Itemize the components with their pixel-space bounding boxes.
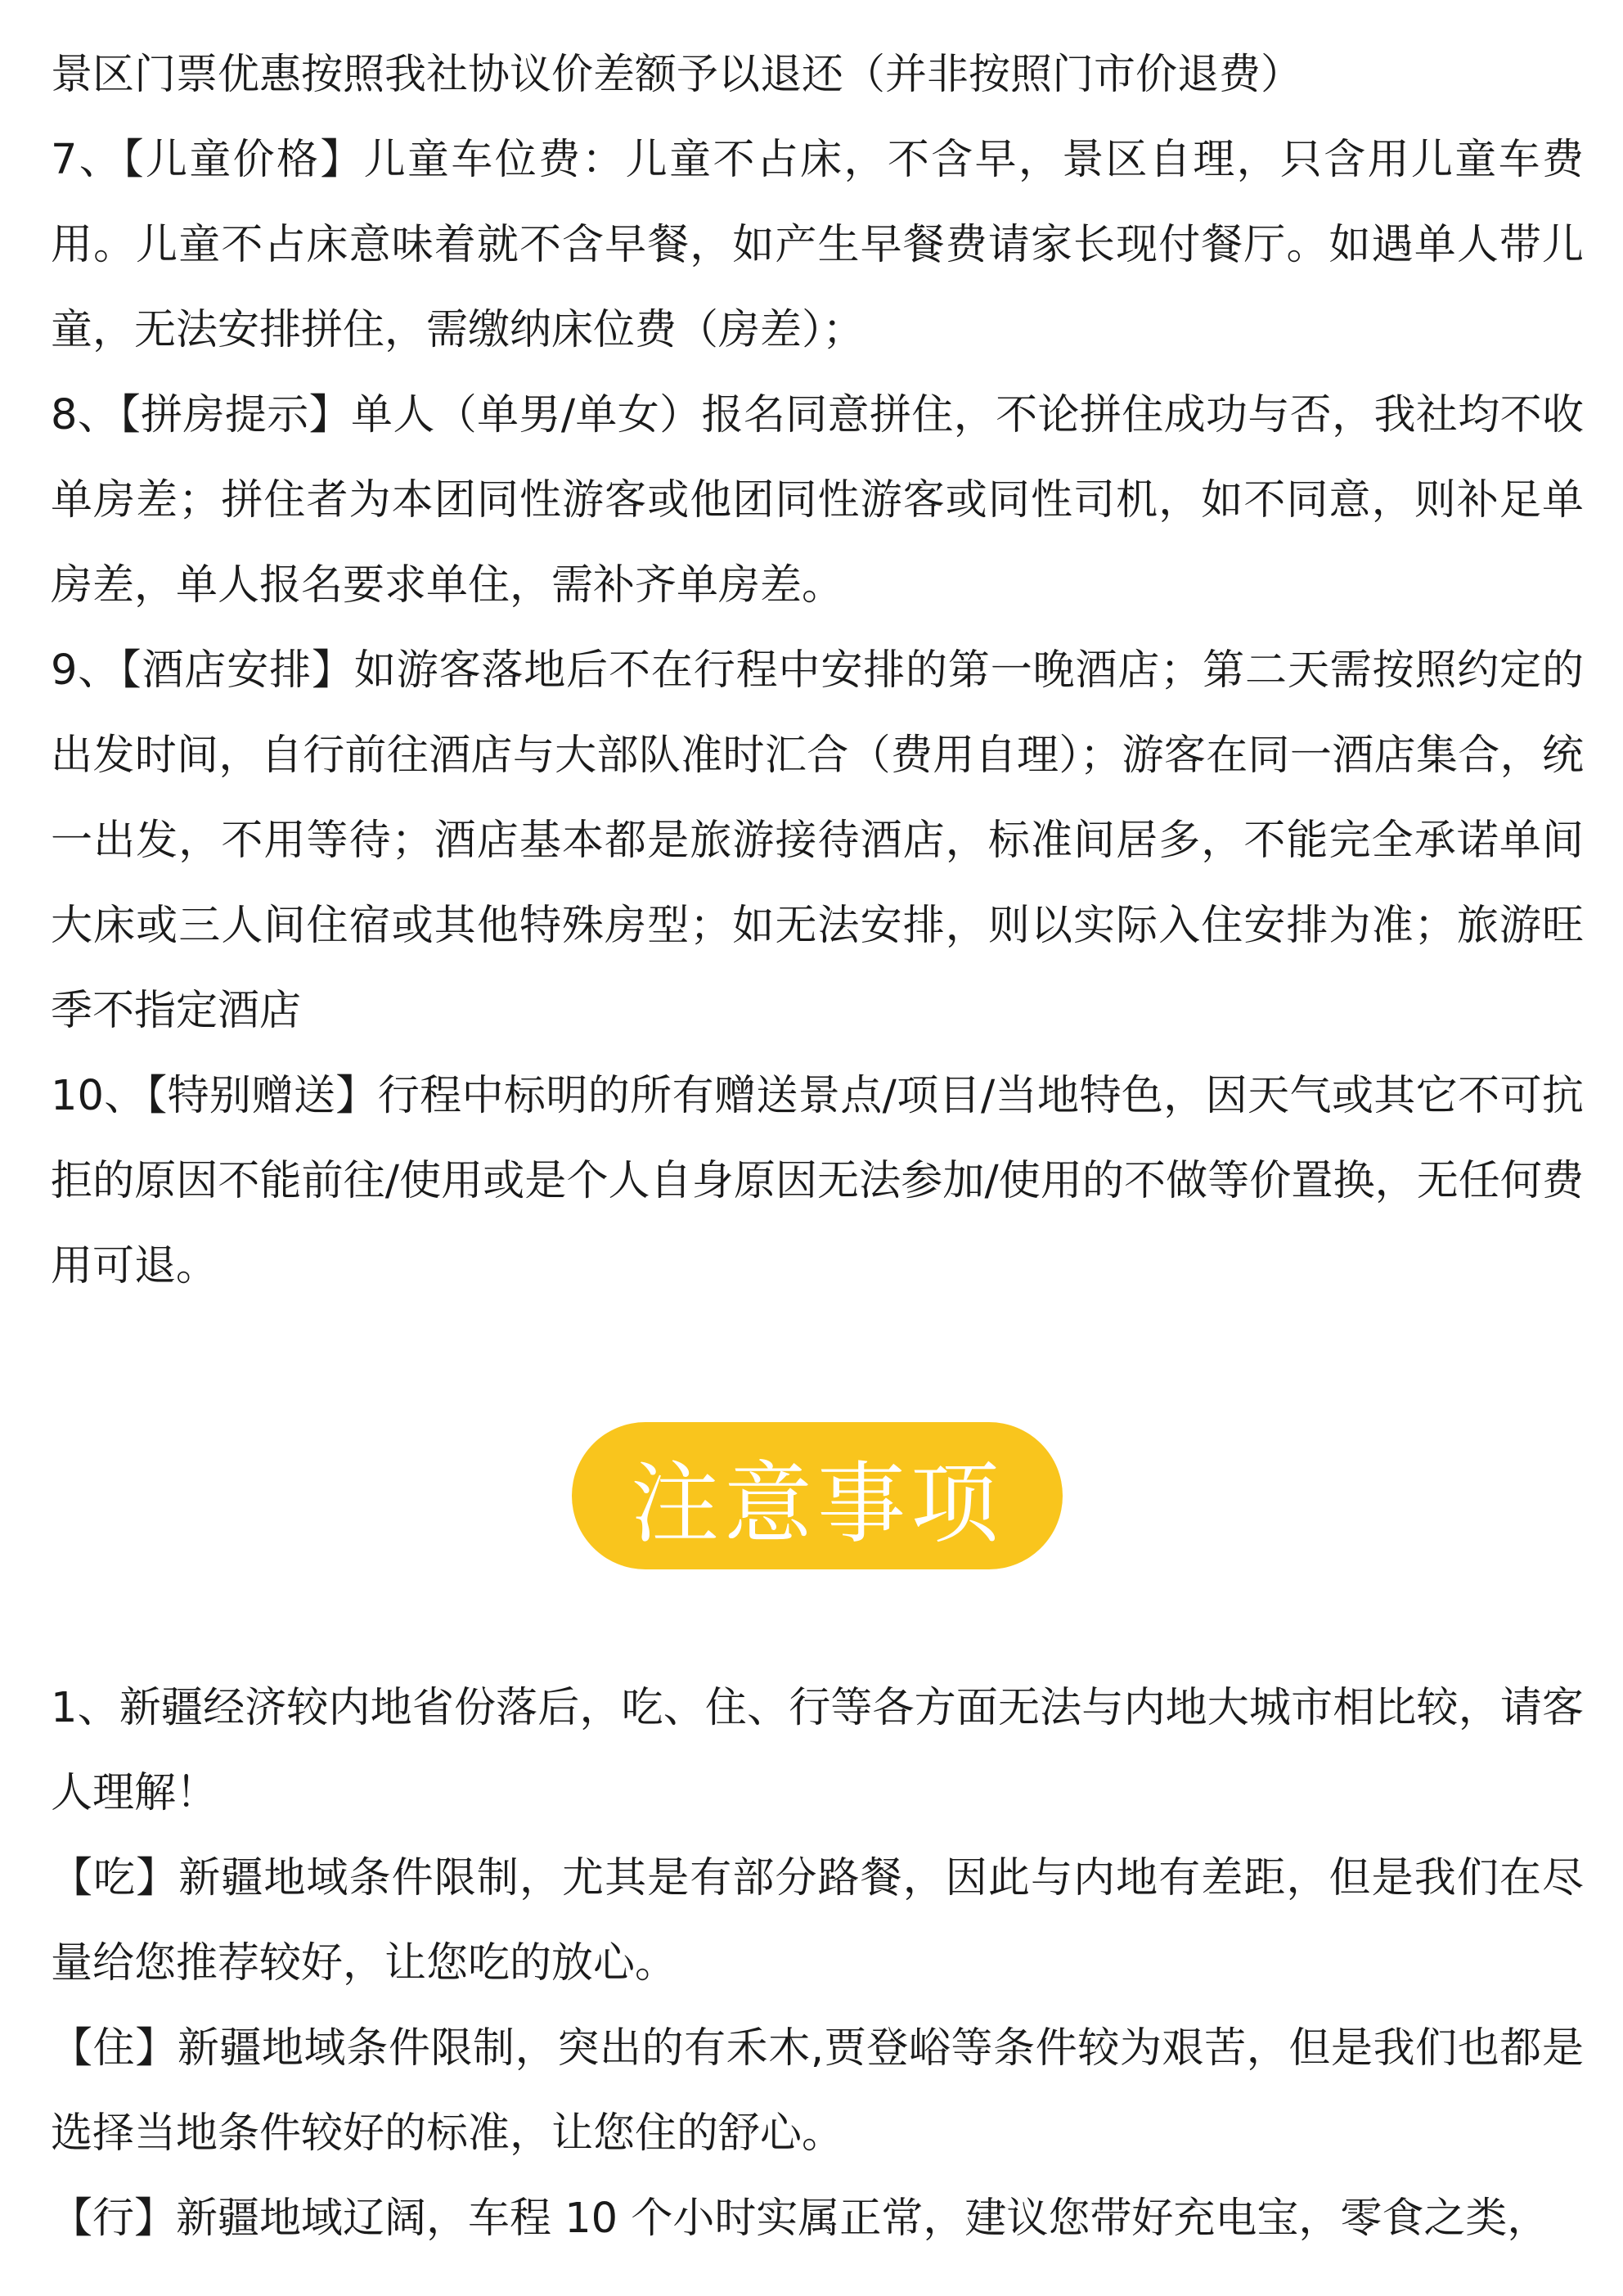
- terms-paragraph-child-price: 7、【儿童价格】儿童车位费：儿童不占床，不含早，景区自理，只含用儿童车费用。儿童不占床意味着就不含早餐，如产生早餐费请家长现付餐厅。如遇单人带儿童，无法安排拼住，需缴纳床位费（房差）；: [51, 136, 1584, 354]
- notice-section-banner: 注意事项: [572, 1422, 1063, 1569]
- notice-paragraph-intro: 1、新疆经济较内地省份落后，吃、住、行等各方面无法与内地大城市相比较，请客人理解！: [51, 1684, 1584, 1817]
- terms-paragraph-gifts: 10、【特别赠送】行程中标明的所有赠送景点/项目/当地特色，因天气或其它不可抗拒的原因不能前往/使用或是个人自身原因无法参加/使用的不做等价置换，无任何费用可退。: [51, 1072, 1584, 1290]
- terms-paragraph-room-sharing: 8、【拼房提示】单人（单男/单女）报名同意拼住，不论拼住成功与否，我社均不收单房差；拼住者为本团同性游客或他团同性游客或同性司机，如不同意，则补足单房差，单人报名要求单住，需补齐单房差。: [51, 391, 1584, 610]
- terms-paragraph-hotel: 9、【酒店安排】如游客落地后不在行程中安排的第一晚酒店；第二天需按照约定的出发时间，自行前往酒店与大部队准时汇合（费用自理）；游客在同一酒店集合，统一出发，不用等待；酒店基本都是旅游接待酒店，标准间居多，不能完全承诺单间大床或三人间住宿或其他特殊房型；如无法安排，则以实际入住安排为准；旅游旺季不指定酒店: [51, 646, 1584, 1035]
- notice-section: [51, 1666, 1584, 2262]
- notice-paragraph-food: 【吃】新疆地域条件限制，尤其是有部分路餐，因此与内地有差距，但是我们在尽量给您推荐较好，让您吃的放心。: [51, 1854, 1584, 1988]
- section-banner-wrapper: [51, 1422, 1584, 1569]
- notice-paragraph-travel: 【行】新疆地域辽阔，车程 10 个小时实属正常，建议您带好充电宝，零食之类，: [51, 2195, 1549, 2243]
- notice-paragraph-lodging: 【住】新疆地域条件限制，突出的有禾木,贾登峪等条件较为艰苦，但是我们也都是选择当地条件较好的标准，让您住的舒心。: [51, 2024, 1584, 2158]
- terms-paragraph-refund: 景区门票优惠按照我社协议价差额予以退还（并非按照门市价退费）: [51, 51, 1303, 99]
- terms-section: [51, 0, 1584, 1309]
